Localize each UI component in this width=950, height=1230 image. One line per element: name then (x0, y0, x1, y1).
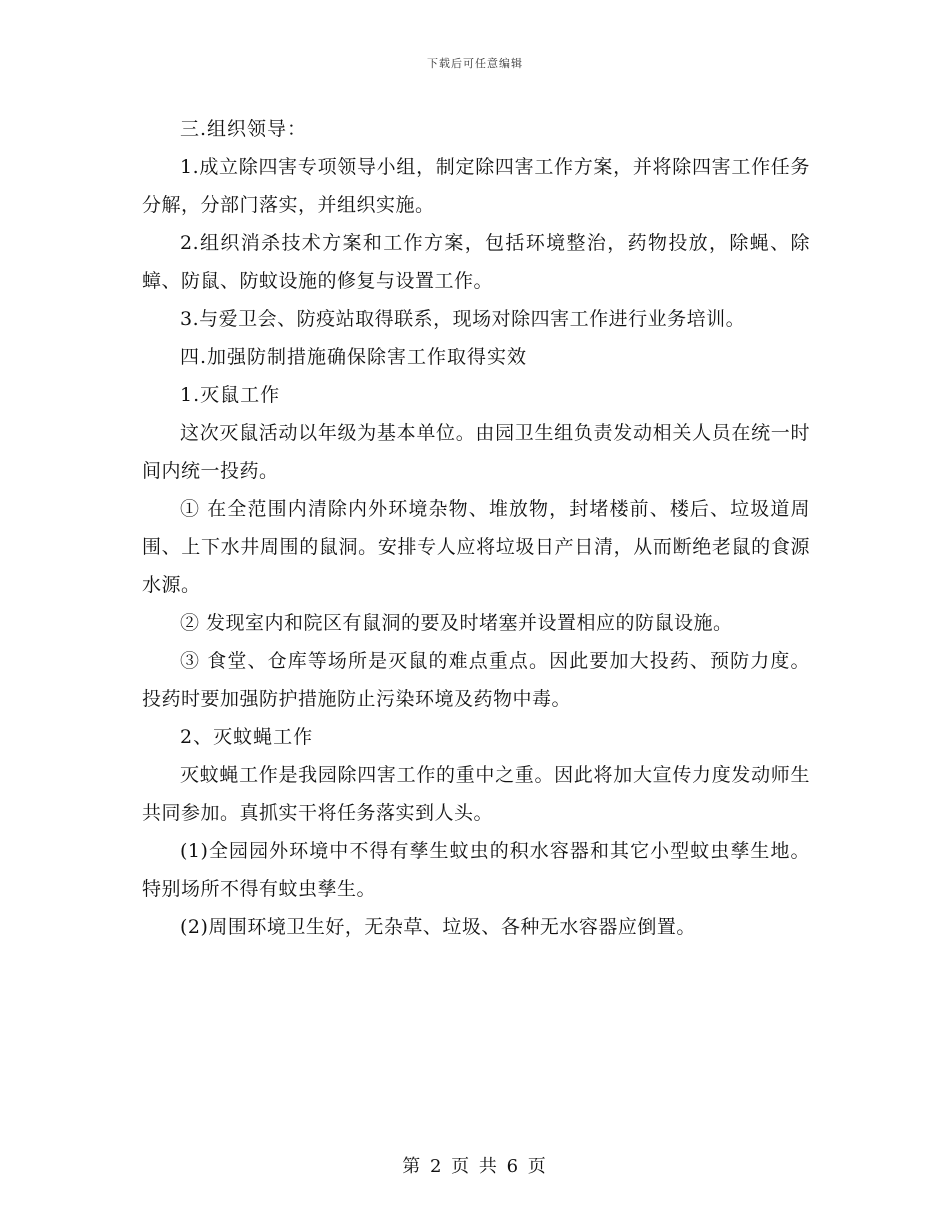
paragraph-item-3: 3.与爱卫会、防疫站取得联系，现场对除四害工作进行业务培训。 (180, 308, 746, 330)
subheading-mosquito-fly-control: 2、灭蚊蝇工作 (180, 726, 314, 748)
paragraph-item-1: 1.成立除四害专项领导小组，制定除四害工作方案，并将除四害工作任务分解，分部门落实，并组织实施。 (142, 156, 810, 216)
paragraph-rodent-point-2: ② 发现室内和院区有鼠洞的要及时堵塞并设置相应的防鼠设施。 (180, 612, 733, 634)
page-number-footer: 第 2 页 共 6 页 (402, 1156, 548, 1177)
paragraph-item-2: 2.组织消杀技术方案和工作方案，包括环境整治，药物投放，除蝇、除蟑、防鼠、防蚊设施的修复与设置工作。 (142, 232, 810, 292)
page-header: 下载后可任意编辑 (427, 57, 523, 70)
paragraph-mosquito-point-2: (2)周围环境卫生好，无杂草、垃圾、各种无水容器应倒置。 (180, 916, 696, 938)
paragraph-rodent-point-3: ③ 食堂、仓库等场所是灭鼠的难点重点。因此要加大投药、预防力度。投药时要加强防护措施防止污染环境及药物中毒。 (142, 650, 810, 710)
paragraph-mosquito-intro: 灭蚊蝇工作是我园除四害工作的重中之重。因此将加大宣传力度发动师生共同参加。真抓实干将任务落实到人头。 (142, 764, 810, 824)
paragraph-rodent-intro: 这次灭鼠活动以年级为基本单位。由园卫生组负责发动相关人员在统一时间内统一投药。 (142, 422, 810, 482)
section-heading-organization: 三.组织领导： (180, 118, 308, 140)
subheading-rodent-control: 1.灭鼠工作 (180, 384, 281, 406)
document-body (142, 110, 810, 946)
paragraph-mosquito-point-1: (1)全园园外环境中不得有孳生蚊虫的积水容器和其它小型蚊虫孳生地。特别场所不得有蚊虫孳生。 (142, 840, 810, 900)
section-heading-measures: 四.加强防制措施确保除害工作取得实效 (180, 346, 528, 368)
paragraph-rodent-point-1: ① 在全范围内清除内外环境杂物、堆放物，封堵楼前、楼后、垃圾道周围、上下水井周围的鼠洞。安排专人应将垃圾日产日清，从而断绝老鼠的食源水源。 (142, 498, 810, 596)
